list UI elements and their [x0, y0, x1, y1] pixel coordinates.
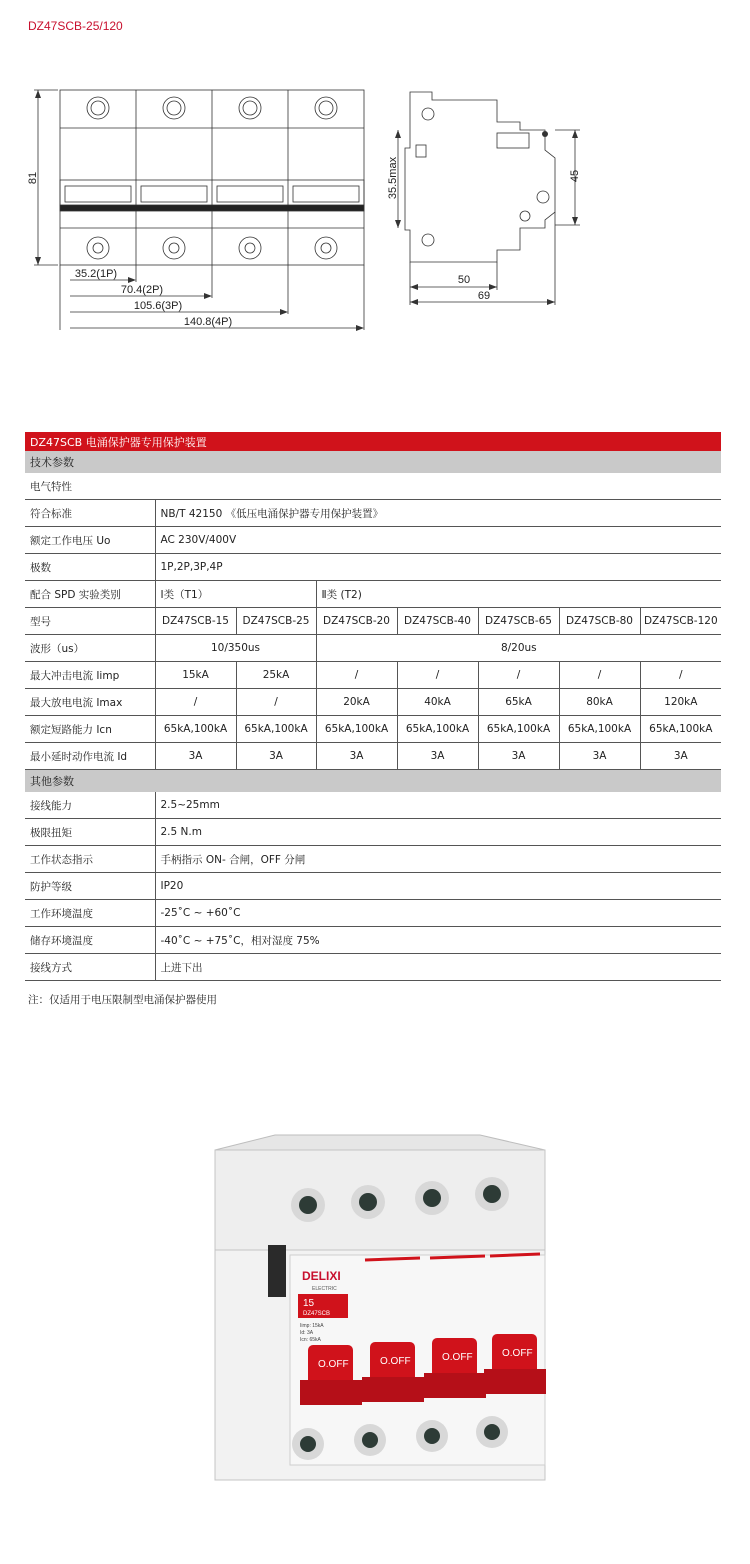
row-label: 额定短路能力 Icn	[25, 716, 155, 743]
handle-label: O.OFF	[442, 1352, 473, 1363]
table-title: DZ47SCB 电涌保护器专用保护装置	[25, 432, 721, 451]
imax-cell: 20kA	[316, 689, 397, 716]
iimp-cell: /	[478, 662, 559, 689]
product-model-label: DZ47SCB	[303, 1311, 331, 1317]
row-label: 配合 SPD 实验类别	[25, 581, 155, 608]
imax-cell: 65kA	[478, 689, 559, 716]
icn-cell: 65kA,100kA	[155, 716, 236, 743]
row-value: IP20	[155, 873, 721, 900]
model-cell: DZ47SCB-65	[478, 608, 559, 635]
spd-t2: Ⅱ类 (T2)	[316, 581, 721, 608]
row-value: -40˚C ~ +75˚C，相对湿度 75%	[155, 927, 721, 954]
imax-cell: /	[236, 689, 316, 716]
dimension-drawing	[0, 60, 750, 360]
handle-label: O.OFF	[502, 1348, 533, 1359]
row-value: 1P,2P,3P,4P	[155, 554, 721, 581]
table-row	[25, 873, 721, 900]
spec-table	[25, 432, 721, 981]
row-label: 额定工作电压 Uo	[25, 527, 155, 554]
model-cell: DZ47SCB-40	[397, 608, 478, 635]
table-row	[25, 927, 721, 954]
iimp-cell: /	[559, 662, 640, 689]
table-row-iimp	[25, 662, 721, 689]
width-label-4p: 140.8(4P)	[183, 316, 233, 328]
iimp-cell: 15kA	[155, 662, 236, 689]
table-row-models	[25, 608, 721, 635]
table-row	[25, 846, 721, 873]
iimp-cell: /	[397, 662, 478, 689]
waveform-t2: 8/20us	[316, 635, 721, 662]
row-value: NB/T 42150 《低压电涌保护器专用保护装置》	[155, 500, 721, 527]
handle-label: O.OFF	[380, 1356, 411, 1367]
model-cell: DZ47SCB-120	[640, 608, 721, 635]
model-title: DZ47SCB-25/120	[28, 19, 123, 33]
row-value: 上进下出	[155, 954, 721, 981]
table-row	[25, 792, 721, 819]
spec-line: Id: 3A	[300, 1330, 314, 1336]
table-row-imax	[25, 689, 721, 716]
imax-cell: 40kA	[397, 689, 478, 716]
iimp-cell: 25kA	[236, 662, 316, 689]
handle-label: O.OFF	[318, 1359, 349, 1370]
rating-label: 15	[303, 1298, 315, 1309]
table-row	[25, 819, 721, 846]
id-cell: 3A	[478, 743, 559, 770]
row-label: 最小延时动作电流 Id	[25, 743, 155, 770]
row-label: 工作状态指示	[25, 846, 155, 873]
row-value: 手柄指示 ON- 合闸，OFF 分闸	[155, 846, 721, 873]
table-row	[25, 527, 721, 554]
table-title-row	[25, 432, 721, 451]
table-row	[25, 500, 721, 527]
waveform-t1: 10/350us	[155, 635, 316, 662]
section-tech-row	[25, 451, 721, 473]
row-value: 2.5~25mm	[155, 792, 721, 819]
row-label: 接线方式	[25, 954, 155, 981]
iimp-cell: /	[316, 662, 397, 689]
table-row	[25, 900, 721, 927]
section-elec: 电气特性	[25, 473, 721, 500]
width-label-2p: 70.4(2P)	[120, 284, 164, 296]
icn-cell: 65kA,100kA	[478, 716, 559, 743]
table-row-waveform	[25, 635, 721, 662]
model-cell: DZ47SCB-20	[316, 608, 397, 635]
id-cell: 3A	[236, 743, 316, 770]
brand-subtitle: ELECTRIC	[312, 1286, 337, 1292]
row-label: 符合标准	[25, 500, 155, 527]
imax-cell: /	[155, 689, 236, 716]
id-cell: 3A	[640, 743, 721, 770]
section-other: 其他参数	[25, 770, 721, 793]
model-cell: DZ47SCB-25	[236, 608, 316, 635]
row-label: 储存环境温度	[25, 927, 155, 954]
table-row-spd	[25, 581, 721, 608]
brand-logo: DELIXI	[302, 1269, 341, 1283]
section-elec-row	[25, 473, 721, 500]
id-cell: 3A	[316, 743, 397, 770]
table-row-icn	[25, 716, 721, 743]
icn-cell: 65kA,100kA	[640, 716, 721, 743]
row-label: 工作环境温度	[25, 900, 155, 927]
width-label-1p: 35.2(1P)	[74, 268, 118, 280]
icn-cell: 65kA,100kA	[397, 716, 478, 743]
section-tech: 技术参数	[25, 451, 721, 473]
table-row	[25, 954, 721, 981]
row-label: 型号	[25, 608, 155, 635]
id-cell: 3A	[155, 743, 236, 770]
id-cell: 3A	[559, 743, 640, 770]
id-cell: 3A	[397, 743, 478, 770]
row-label: 最大放电电流 Imax	[25, 689, 155, 716]
row-label: 接线能力	[25, 792, 155, 819]
footnote: 注：仅适用于电压限制型电涌保护器使用	[28, 994, 217, 1006]
depth-label: 50	[457, 274, 471, 286]
icn-cell: 65kA,100kA	[559, 716, 640, 743]
table-row-id	[25, 743, 721, 770]
spec-line: Icn: 65kA	[300, 1337, 321, 1343]
total-depth-label: 69	[477, 290, 491, 302]
model-cell: DZ47SCB-80	[559, 608, 640, 635]
height-label: 81	[27, 171, 39, 185]
imax-cell: 80kA	[559, 689, 640, 716]
spec-line: Iimp: 15kA	[300, 1323, 324, 1329]
row-label: 防护等级	[25, 873, 155, 900]
row-label: 最大冲击电流 Iimp	[25, 662, 155, 689]
row-label: 波形（us）	[25, 635, 155, 662]
table-row	[25, 554, 721, 581]
rail-label: 45	[569, 169, 581, 183]
width-label-3p: 105.6(3P)	[133, 300, 183, 312]
model-cell: DZ47SCB-15	[155, 608, 236, 635]
row-label: 极限扭矩	[25, 819, 155, 846]
row-value: AC 230V/400V	[155, 527, 721, 554]
iimp-cell: /	[640, 662, 721, 689]
side-view-outline	[398, 92, 580, 305]
section-other-row	[25, 770, 721, 793]
product-image	[200, 1110, 560, 1490]
icn-cell: 65kA,100kA	[316, 716, 397, 743]
side-height-label: 35.5max	[387, 156, 399, 200]
row-label: 极数	[25, 554, 155, 581]
icn-cell: 65kA,100kA	[236, 716, 316, 743]
row-value: 2.5 N.m	[155, 819, 721, 846]
spd-t1: Ⅰ类（T1）	[155, 581, 316, 608]
row-value: -25˚C ~ +60˚C	[155, 900, 721, 927]
imax-cell: 120kA	[640, 689, 721, 716]
